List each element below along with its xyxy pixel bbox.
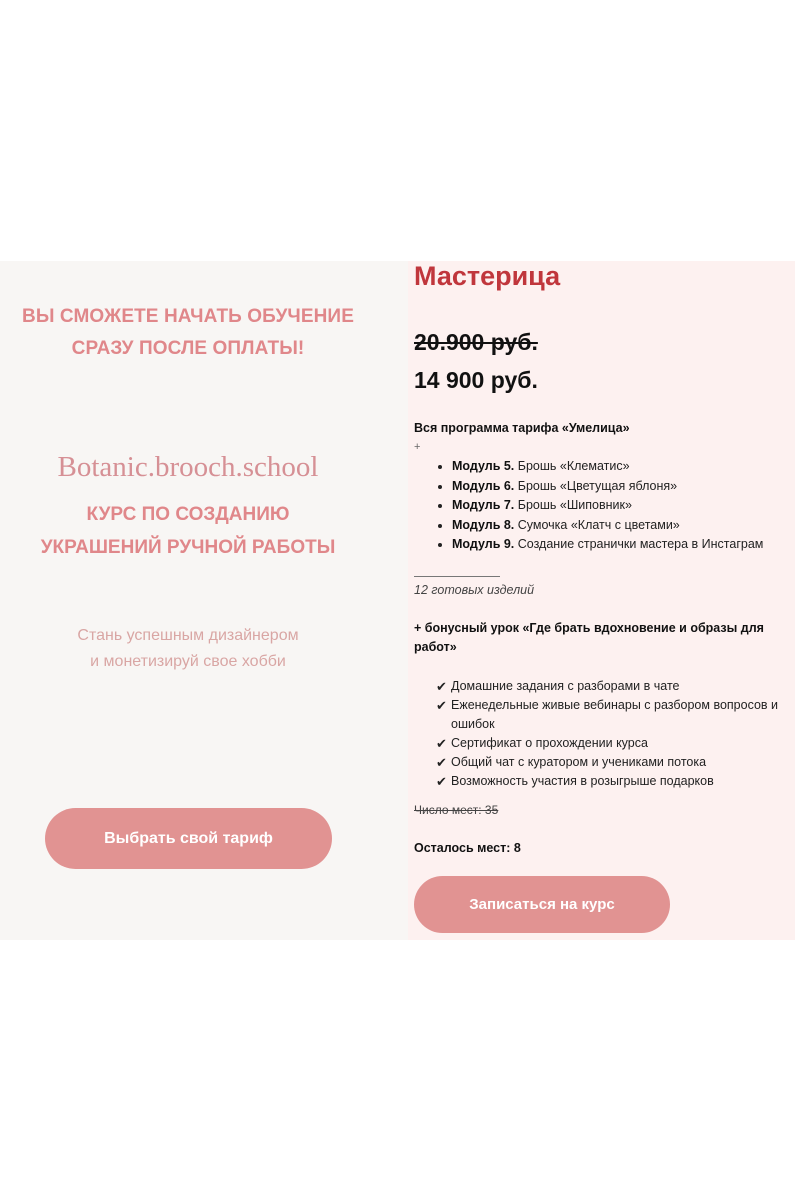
- old-price: 20.900 руб.: [414, 329, 538, 355]
- section-divider: [414, 576, 500, 577]
- enroll-button[interactable]: Записаться на курс: [414, 876, 670, 933]
- items-count: 12 готовых изделий: [414, 583, 535, 597]
- checkmark-icon: ✔: [436, 679, 447, 694]
- start-notice-line: ВЫ СМОЖЕТЕ НАЧАТЬ ОБУЧЕНИЕ: [22, 306, 354, 327]
- content-band: [0, 261, 800, 940]
- feature-text: Еженедельные живые вебинары с разбором вопросов и ошибок: [451, 698, 779, 731]
- current-price: 14 900 руб.: [414, 367, 538, 393]
- module-description: Сумочка «Клатч с цветами»: [517, 517, 680, 532]
- feature-text: Сертификат о прохождении курса: [451, 736, 648, 750]
- feature-list: [436, 677, 788, 791]
- course-title-line: КУРС ПО СОЗДАНИЮ: [86, 504, 290, 525]
- feature-item: [436, 734, 788, 753]
- bonus-lesson: + бонусный урок «Где брать вдохновение и образы для работ»: [414, 621, 764, 654]
- plus-sign: +: [414, 441, 421, 453]
- program-summary: Вся программа тарифа «Умелица»: [414, 421, 630, 435]
- start-notice-line: СРАЗУ ПОСЛЕ ОПЛАТЫ!: [71, 338, 305, 359]
- tariff-card: [408, 261, 795, 940]
- module-name: Модуль 8.: [452, 517, 515, 532]
- module-item: [452, 496, 763, 516]
- module-item: [452, 457, 763, 477]
- module-item: [452, 516, 763, 536]
- choose-tariff-button[interactable]: Выбрать свой тариф: [45, 808, 332, 869]
- module-name: Модуль 9.: [452, 537, 515, 551]
- module-name: Модуль 5.: [452, 459, 515, 473]
- module-description: Брошь «Клематис»: [517, 459, 630, 473]
- module-list: [416, 457, 763, 555]
- tagline-line: и монетизируй свое хобби: [90, 653, 286, 670]
- feature-item: [436, 677, 788, 696]
- feature-item: [436, 753, 788, 772]
- seats-total: Число мест: 35: [414, 803, 499, 817]
- module-description: Создание странички мастера в Инстаграм: [517, 537, 764, 551]
- feature-text: Возможность участия в розыгрыше подарков: [451, 774, 714, 788]
- school-brand: Botanic.brooch.school: [57, 451, 319, 483]
- course-intro-panel: [0, 261, 408, 940]
- tagline: [0, 623, 376, 675]
- module-description: Брошь «Шиповник»: [517, 498, 632, 512]
- start-notice: [0, 301, 376, 365]
- module-name: Модуль 6.: [452, 478, 515, 493]
- feature-text: Домашние задания с разборами в чате: [451, 679, 680, 693]
- course-title-line: УКРАШЕНИЙ РУЧНОЙ РАБОТЫ: [40, 537, 336, 558]
- module-item: [452, 477, 763, 497]
- checkmark-icon: ✔: [436, 736, 447, 751]
- seats-left: Осталось мест: 8: [414, 841, 521, 855]
- feature-item: [436, 696, 788, 734]
- module-description: Брошь «Цветущая яблоня»: [517, 478, 678, 493]
- tagline-line: Стань успешным дизайнером: [77, 627, 299, 644]
- checkmark-icon: ✔: [436, 755, 447, 770]
- tariff-title: Мастерица: [414, 261, 561, 291]
- feature-text: Общий чат с куратором и учениками потока: [451, 755, 707, 769]
- module-item: [452, 535, 763, 555]
- module-name: Модуль 7.: [452, 498, 515, 512]
- checkmark-icon: ✔: [436, 698, 447, 713]
- feature-item: [436, 772, 788, 791]
- course-title: [0, 498, 376, 564]
- checkmark-icon: ✔: [436, 774, 447, 789]
